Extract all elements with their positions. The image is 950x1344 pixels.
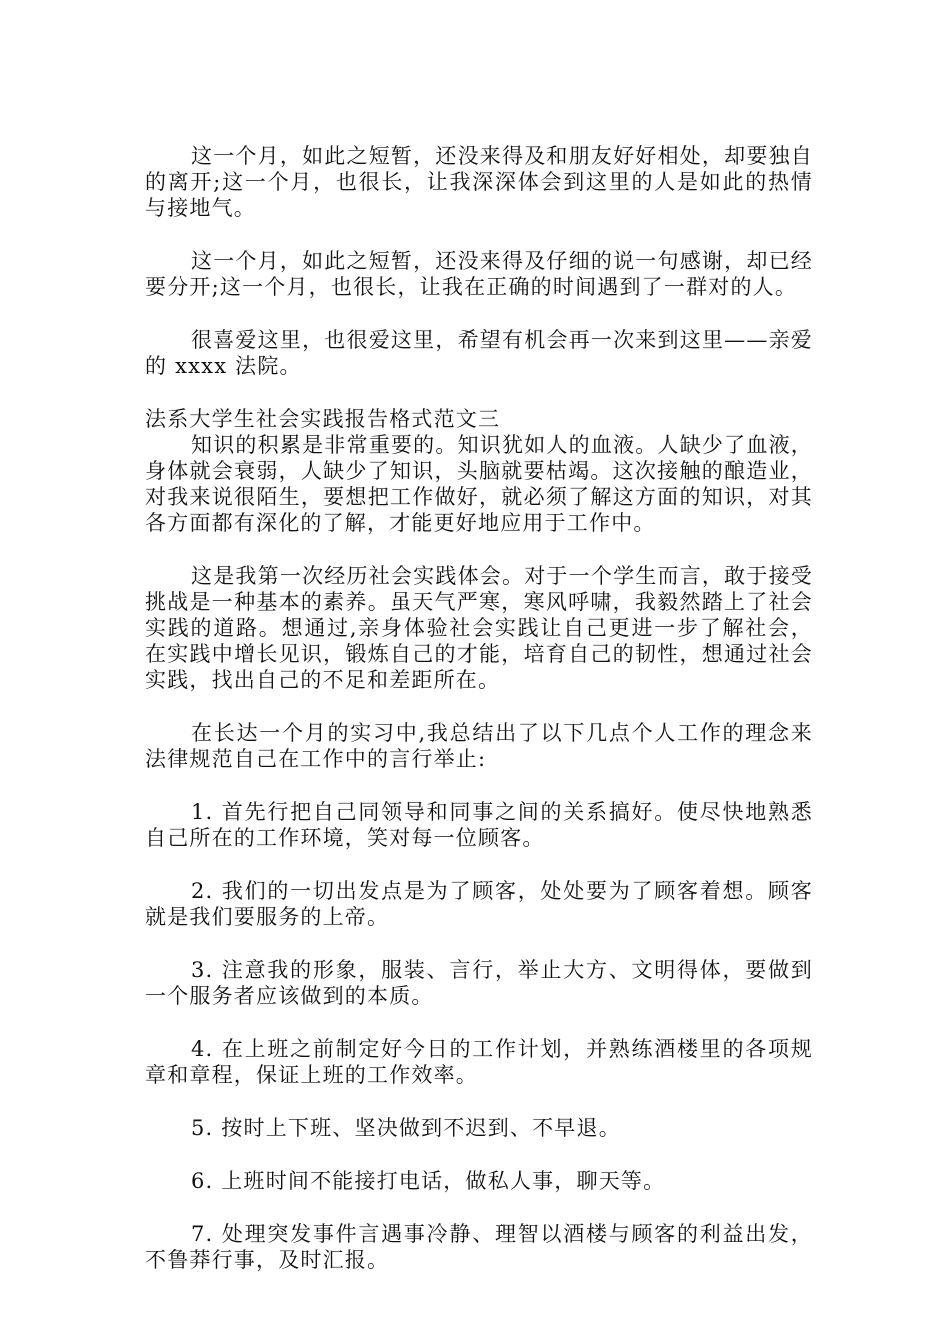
paragraph-body-2: 这是我第一次经历社会实践体会。对于一个学生而言，敢于接受挑战是一种基本的素养。虽天气严寒，寒风呼啸，我毅然踏上了社会实践的道路。想通过,亲身体验社会实践让自己更进一步了解社会，在实践中增长见识，锻炼自己的才能，培育自己的韧性，想通过社会实践，找出自己的不足和差距所在。 xyxy=(145,564,813,692)
section-heading: 法系大学生社会实践报告格式范文三 xyxy=(145,407,501,431)
list-item-2: 2. 我们的一切出发点是为了顾客，处处要为了顾客着想。顾客就是我们要服务的上帝。 xyxy=(145,879,813,929)
paragraph-body-1: 知识的积累是非常重要的。知识犹如人的血液。人缺少了血液，身体就会衰弱，人缺少了知识，头脑就要枯竭。这次接触的酿造业，对我来说很陌生，要想把工作做好，就必须了解这方面的知识，对其各方面都有深化的了解，才能更好地应用于工作中。 xyxy=(145,433,813,535)
list-item-1: 1. 首先行把自己同领导和同事之间的关系搞好。使尽快地熟悉自己所在的工作环境，笑对每一位顾客。 xyxy=(145,800,813,850)
list-item-6: 6. 上班时间不能接打电话，做私人事，聊天等。 xyxy=(191,1169,666,1193)
paragraph-body-3: 在长达一个月的实习中,我总结出了以下几点个人工作的理念来法律规范自己在工作中的言行举止: xyxy=(145,721,813,771)
document-page xyxy=(145,143,813,1300)
paragraph-intro-1: 这一个月，如此之短暂，还没来得及和朋友好好相处，却要独自的离开;这一个月，也很长，让我深深体会到这里的人是如此的热情与接地气。 xyxy=(145,144,813,220)
list-item-7: 7. 处理突发事件言遇事冷静、理智以酒楼与顾客的利益出发，不鲁莽行事，及时汇报。 xyxy=(145,1222,813,1272)
list-item-3: 3. 注意我的形象，服装、言行，举止大方、文明得体，要做到一个服务者应该做到的本质。 xyxy=(145,958,813,1008)
list-item-4: 4. 在上班之前制定好今日的工作计划，并熟练酒楼里的各项规章和章程，保证上班的工作效率。 xyxy=(145,1037,813,1087)
paragraph-intro-2: 这一个月，如此之短暂，还没来得及仔细的说一句感谢，却已经要分开;这一个月，也很长，让我在正确的时间遇到了一群对的人。 xyxy=(145,249,813,299)
list-item-5: 5. 按时上下班、坚决做到不迟到、不早退。 xyxy=(191,1116,621,1140)
paragraph-intro-3: 很喜爱这里，也很爱这里，希望有机会再一次来到这里——亲爱的 xxxx 法院。 xyxy=(145,328,813,378)
